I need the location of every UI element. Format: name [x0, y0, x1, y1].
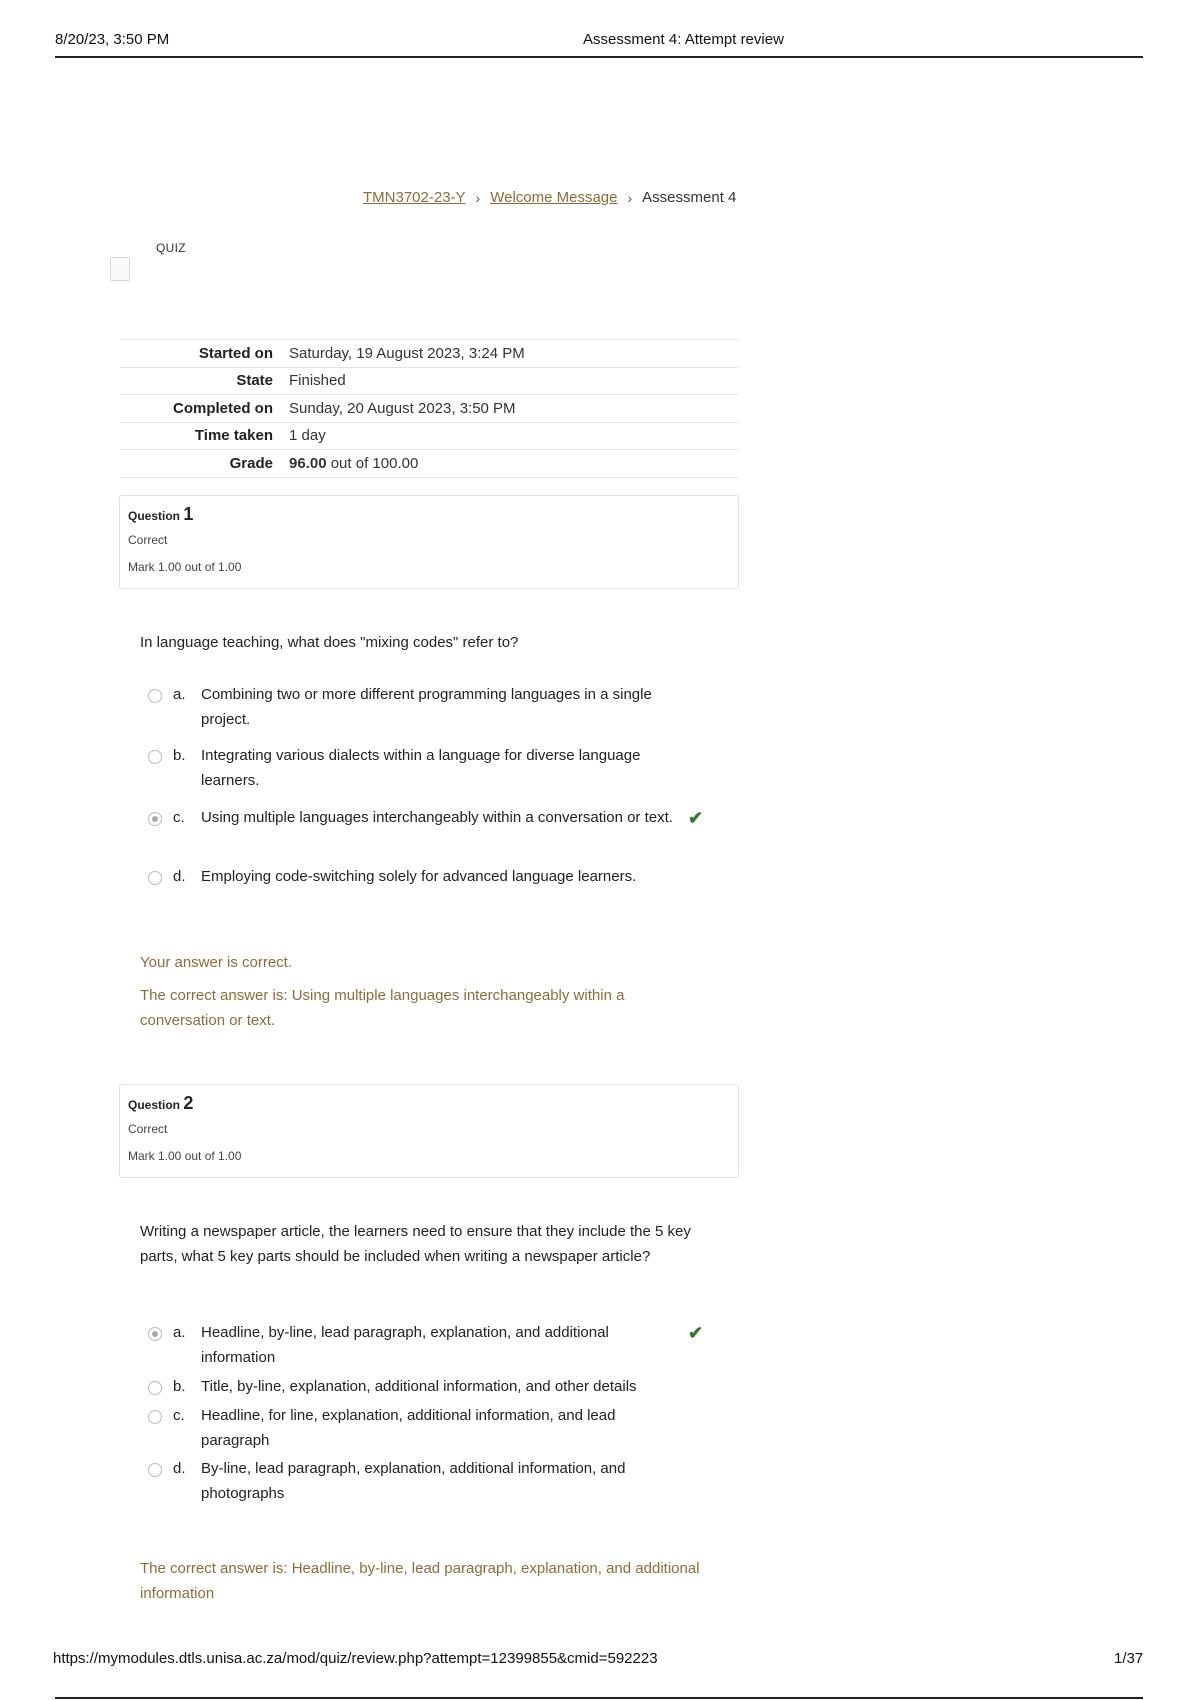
summary-value: 1 day — [289, 427, 326, 445]
answer-text: Headline, for line, explanation, additional information, and lead paragraph — [201, 1407, 616, 1449]
answer-option-selected — [148, 1321, 718, 1370]
question-mark: Mark 1.00 out of 1.00 — [128, 560, 242, 574]
summary-row-grade — [120, 450, 738, 478]
chevron-right-icon: › — [627, 189, 633, 206]
answer-text: Combining two or more different programming languages in a single project. — [201, 686, 652, 728]
answer-letter: d. — [173, 868, 186, 885]
answer-radio — [148, 689, 162, 703]
answer-text: Integrating various dialects within a language for diverse language learners. — [201, 747, 641, 789]
print-datetime: 8/20/23, 3:50 PM — [55, 31, 170, 48]
question-state: Correct — [128, 1122, 168, 1136]
breadcrumb — [363, 189, 736, 206]
answer-text: Employing code-switching solely for advanced language learners. — [201, 868, 637, 885]
feedback-correct: Your answer is correct. — [140, 954, 293, 971]
summary-value: Saturday, 19 August 2023, 3:24 PM — [289, 344, 525, 362]
answer-option — [148, 1404, 718, 1453]
breadcrumb-link-course[interactable]: TMN3702-23-Y — [363, 189, 466, 206]
answer-option — [148, 865, 718, 890]
answer-text: Headline, by-line, lead paragraph, explanation, and additional information — [201, 1324, 609, 1366]
answer-radio — [148, 1381, 162, 1395]
summary-row — [120, 367, 738, 395]
question-number: Question 1 — [128, 504, 194, 524]
feedback-right-answer: The correct answer is: Headline, by-line, lead paragraph, explanation, and additional information — [140, 1560, 700, 1602]
answer-option — [148, 744, 718, 793]
answer-letter: a. — [173, 686, 186, 703]
breadcrumb-link-welcome-message[interactable]: Welcome Message — [490, 189, 618, 206]
answer-radio — [148, 871, 162, 885]
summary-row — [120, 340, 738, 368]
breadcrumb-current: Assessment 4 — [642, 189, 737, 206]
print-page-title: Assessment 4: Attempt review — [583, 31, 784, 48]
grade-value — [283, 450, 738, 478]
answer-letter: b. — [173, 747, 186, 764]
feedback-right-answer: The correct answer is: Using multiple languages interchangeably within a conversation or text. — [140, 987, 625, 1029]
grade-score: 96.00 — [289, 454, 327, 472]
summary-label: Time taken — [194, 427, 273, 445]
summary-value: Sunday, 20 August 2023, 3:50 PM — [289, 399, 516, 417]
answer-option — [148, 683, 718, 732]
chevron-right-icon: › — [475, 189, 481, 206]
answer-letter: c. — [173, 1407, 185, 1424]
answer-text: Title, by-line, explanation, additional information, and other details — [201, 1378, 637, 1395]
correct-check-icon: ✔ — [688, 1323, 704, 1343]
answer-option-selected — [148, 806, 718, 831]
question-text: Writing a newspaper article, the learners need to ensure that they include the 5 key parts, what 5 key parts should be included when writing a newspaper article? — [140, 1223, 691, 1265]
attempt-summary-table — [120, 339, 738, 478]
question-number: Question 2 — [128, 1093, 194, 1113]
footer-divider — [55, 1697, 1143, 1699]
answer-letter: a. — [173, 1324, 186, 1341]
answer-letter: c. — [173, 809, 185, 826]
answer-radio — [148, 1410, 162, 1424]
answer-letter: b. — [173, 1378, 186, 1395]
summary-label: Completed on — [173, 399, 273, 417]
answer-text: By-line, lead paragraph, explanation, additional information, and photographs — [201, 1460, 626, 1502]
answer-letter: d. — [173, 1460, 186, 1477]
quiz-file-icon — [110, 257, 130, 281]
answer-radio — [148, 750, 162, 764]
answer-radio-checked — [148, 1327, 162, 1341]
question-mark: Mark 1.00 out of 1.00 — [128, 1149, 242, 1163]
question-state: Correct — [128, 533, 168, 547]
summary-label: State — [236, 372, 273, 390]
print-page-url: https://mymodules.dtls.unisa.ac.za/mod/quiz/review.php?attempt=12399855&cmid=592223 — [53, 1650, 658, 1667]
summary-label: Started on — [198, 344, 273, 362]
answer-radio — [148, 1463, 162, 1477]
summary-row — [120, 395, 738, 423]
question-info-box — [119, 495, 739, 589]
answer-option — [148, 1457, 718, 1506]
answer-option — [148, 1375, 718, 1400]
print-page-number: 1/37 — [1114, 1650, 1144, 1667]
answer-text: Using multiple languages interchangeably within a conversation or text. — [201, 809, 673, 826]
grade-suffix: out of 100.00 — [326, 454, 419, 472]
summary-label: Grade — [229, 454, 273, 472]
print-header — [55, 28, 1143, 58]
answer-radio-checked — [148, 812, 162, 826]
summary-row — [120, 422, 738, 450]
question-text: In language teaching, what does "mixing codes" refer to? — [140, 634, 519, 651]
activity-type-label: QUIZ — [156, 241, 186, 255]
correct-check-icon: ✔ — [688, 808, 704, 828]
summary-value: Finished — [289, 372, 346, 390]
question-info-box — [119, 1084, 739, 1178]
